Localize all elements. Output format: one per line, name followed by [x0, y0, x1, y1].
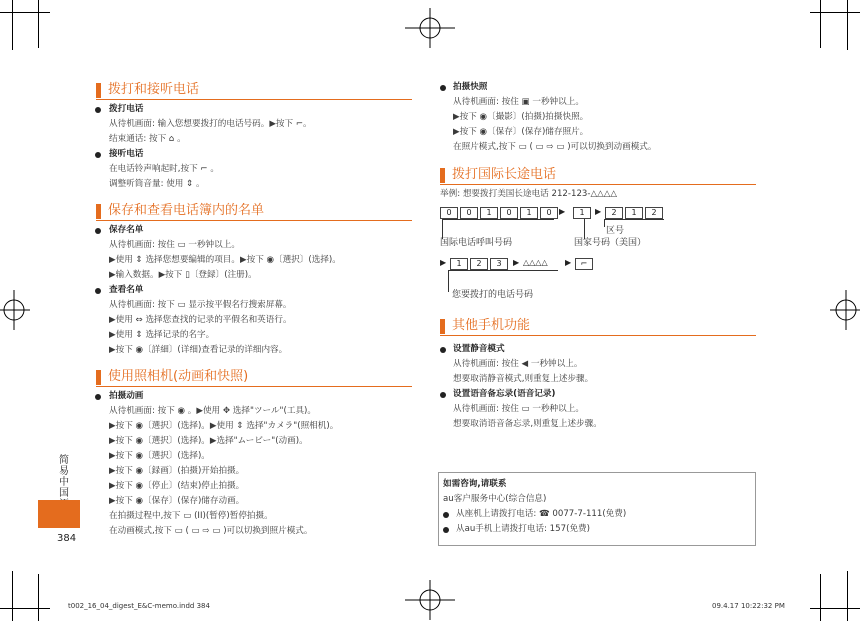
item-head: 保存名单	[109, 225, 144, 235]
crop-mark	[38, 574, 39, 621]
registration-mark-bottom	[405, 580, 455, 620]
item-head: 查看名单	[109, 285, 144, 295]
bullet	[440, 85, 446, 91]
digit-key: 1	[625, 207, 643, 219]
item-line: ▶输入数据。▶按下 ▯〔登録〕(注册)。	[109, 270, 257, 280]
item-line: 在动画模式,按下 ▭ ( ▭ ⇨ ▭ )可以切换到照片模式。	[109, 526, 313, 536]
digit-key: 1	[520, 207, 538, 219]
label-country-code: 国家号码（美国）	[574, 238, 647, 248]
leader-line	[584, 219, 585, 239]
section-header-calls: 拨打和接听电话	[96, 82, 412, 100]
digit-key: 2	[645, 207, 663, 219]
bullet	[443, 527, 449, 533]
leader-line	[442, 219, 554, 220]
item-line: 想要取消静音模式,则重复上述步骤。	[453, 374, 594, 384]
item-line: ▶按下 ◉〔選択〕(选择)。	[109, 451, 210, 461]
info-sub: au客户服务中心(综合信息)	[443, 494, 547, 504]
arrow: ▶	[565, 258, 572, 267]
item-head: 设置语音备忘录(语音记录)	[453, 389, 556, 399]
item-line: ▶按下 ◉〔選択〕(选择)。▶选择"ムービー"(动画)。	[109, 436, 308, 446]
crop-mark	[847, 571, 848, 621]
item-line: ▶使用 ⇔ 选择您查找的记录的平假名和英语行。	[109, 315, 292, 325]
crop-mark	[12, 571, 13, 621]
item-line: 从待机画面: 按住 ◀ 一秒钟以上。	[453, 359, 583, 369]
call-key-icon: ⌐	[575, 258, 593, 270]
arrow: ▶	[559, 207, 566, 216]
crop-mark	[810, 608, 860, 609]
section-header-international: 拨打国际长途电话	[440, 167, 756, 185]
crop-mark	[810, 12, 860, 13]
item-head: 接听电话	[109, 149, 144, 159]
item-line: ▶按下 ◉〔停止〕(结束)停止拍摄。	[109, 481, 245, 491]
registration-mark-top	[405, 8, 455, 48]
crop-mark	[820, 574, 821, 621]
side-language-label: 简 易 中 国	[59, 455, 69, 499]
item-head: 拨打电话	[109, 104, 144, 114]
digit-key: 0	[440, 207, 458, 219]
bullet	[95, 288, 101, 294]
registration-mark-right	[830, 290, 860, 330]
item-head: 设置静音模式	[453, 344, 505, 354]
crop-mark	[847, 0, 848, 50]
arrow: ▶	[513, 258, 520, 267]
item-line: ▶按下 ◉〔詳細〕(详细)查看记录的详细内容。	[109, 345, 288, 355]
crop-mark	[820, 0, 821, 48]
leader-line	[604, 219, 605, 227]
digit-key: 1	[573, 207, 591, 219]
bullet	[443, 512, 449, 518]
page-number: 384	[57, 533, 77, 544]
digit-key: 2	[470, 258, 488, 270]
crop-mark	[38, 0, 39, 48]
leader-line	[442, 219, 443, 239]
item-line: 在拍摄过程中,按下 ▭ (II)(暂停)暂停拍摄。	[109, 511, 273, 521]
digit-key: 0	[540, 207, 558, 219]
bullet	[95, 228, 101, 234]
example-line: 举例: 想要拨打美国长途电话 212-123-△△△△	[440, 189, 617, 199]
leader-line	[448, 282, 449, 292]
section-header-phonebook: 保存和查看电话簿内的名单	[96, 203, 412, 221]
leader-line	[448, 270, 449, 282]
item-head: 拍摄快照	[453, 82, 488, 92]
item-line: 从待机画面: 按住 ▣ 一秒钟以上。	[453, 97, 584, 107]
label-intl-code: 国际电话呼叫号码	[440, 238, 513, 248]
arrow: ▶	[440, 258, 447, 267]
digit-key: 0	[500, 207, 518, 219]
item-line: 从待机画面: 按住 ▭ 一秒钟以上。	[109, 240, 240, 250]
side-tab	[38, 500, 80, 528]
info-title: 如需咨询,请联系	[443, 479, 507, 489]
item-line: 在照片模式,按下 ▭ ( ▭ ⇨ ▭ )可以切换到动画模式。	[453, 142, 657, 152]
digit-key: 3	[490, 258, 508, 270]
info-line: 从au手机上请拨打电话: 157(免费)	[456, 524, 590, 534]
tail-digits: △△△△	[523, 258, 548, 267]
item-line: 调整听筒音量: 使用 ⇕ 。	[109, 179, 205, 189]
digit-key: 2	[605, 207, 623, 219]
arrow: ▶	[595, 207, 602, 216]
footer-date: 09.4.17 10:22:32 PM	[712, 602, 785, 610]
item-line: ▶使用 ⇕ 选择您想要编辑的项目。▶按下 ◉〔選択〕(选择)。	[109, 255, 341, 265]
digit-key: 1	[480, 207, 498, 219]
crop-mark	[0, 608, 50, 609]
leader-line	[604, 219, 664, 220]
section-header-other: 其他手机功能	[440, 318, 756, 336]
crop-mark	[0, 12, 50, 13]
item-line: ▶按下 ◉〔選択〕(选择)。▶使用 ⇕ 选择"カメラ"(照相机)。	[109, 421, 339, 431]
item-line: 从待机画面: 按下 ◉ 。▶使用 ✥ 选择"ツール"(工具)。	[109, 406, 316, 416]
item-line: 在电话铃声响起时,按下 ⌐ 。	[109, 164, 219, 174]
bullet	[95, 394, 101, 400]
item-line: ▶按下 ◉〔録画〕(拍摄)开始拍摄。	[109, 466, 245, 476]
footer-file: t002_16_04_digest_E&C-memo.indd 384	[68, 602, 210, 610]
item-line: ▶使用 ⇕ 选择记录的名字。	[109, 330, 215, 340]
info-line: 从座机上请拨打电话: ☎ 0077-7-111(免费)	[456, 509, 627, 519]
bullet	[440, 347, 446, 353]
item-line: 从待机画面: 按住 ▭ 一秒种以上。	[453, 404, 584, 414]
leader-line	[448, 270, 558, 271]
item-line: ▶按下 ◉〔保存〕(保存)储存照片。	[453, 127, 589, 137]
item-line: 从待机画面: 按下 ▭ 显示按平假名行搜索屏幕。	[109, 300, 292, 310]
item-line: ▶按下 ◉〔保存〕(保存)储存动画。	[109, 496, 245, 506]
bullet	[95, 107, 101, 113]
item-line: 结束通话: 按下 ⌂ 。	[109, 134, 186, 144]
item-line: 从待机画面: 输入您想要拨打的电话号码。▶按下 ⌐。	[109, 119, 312, 129]
bullet	[440, 392, 446, 398]
item-line: 想要取消语音备忘录,则重复上述步骤。	[453, 419, 602, 429]
bullet	[95, 152, 101, 158]
item-line: ▶按下 ◉〔撮影〕(拍摄)拍摄快照。	[453, 112, 589, 122]
registration-mark-left	[0, 290, 30, 330]
label-area-code: 区号	[606, 226, 625, 236]
item-head: 拍摄动画	[109, 391, 144, 401]
digit-key: 1	[450, 258, 468, 270]
section-header-camera: 使用照相机(动画和快照)	[96, 369, 412, 387]
label-number: 您要拨打的电话号码	[452, 290, 534, 300]
digit-key: 0	[460, 207, 478, 219]
crop-mark	[12, 0, 13, 50]
